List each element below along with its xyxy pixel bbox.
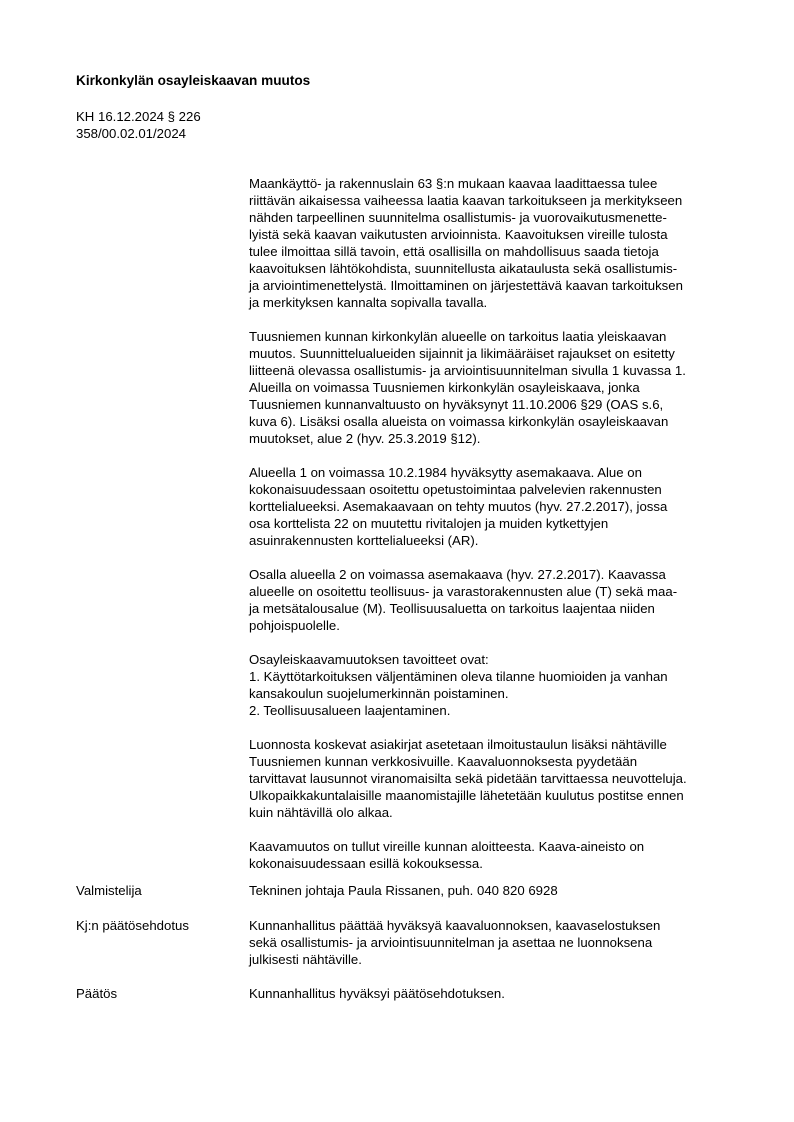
text-line: 2. Teollisuusalueen laajentaminen. xyxy=(249,703,451,718)
meeting-reference xyxy=(76,108,201,142)
case-description xyxy=(249,175,739,889)
text-line: ja arviointimenettelystä. Ilmoittaminen on järjestettävä kaavan tarkoituksen xyxy=(249,278,683,293)
text-line: alueelle on osoitettu teollisuus- ja varastorakennusten alue (T) sekä maa- xyxy=(249,584,678,599)
text-line: muutos. Suunnittelualueiden sijainnit ja likimääräiset rajaukset on esitetty xyxy=(249,346,675,361)
text-line: kuva 6). Lisäksi osalla alueista on voimassa kirkonkylän osayleiskaavan xyxy=(249,414,669,429)
paragraph-public-display xyxy=(249,736,739,821)
paragraph-area-1 xyxy=(249,464,739,549)
text-line: kuin nähtävillä olo alkaa. xyxy=(249,805,393,820)
text-line: sekä osallistumis- ja arviointisuunnitelman ja asettaa ne luonnoksena xyxy=(249,935,653,950)
text-line: Tuusniemen kunnanvaltuusto on hyväksynyt 11.10.2006 §29 (OAS s.6, xyxy=(249,397,664,412)
paragraph-planning-area xyxy=(249,328,739,447)
text-line: ja merkityksen kannalta sopivalla tavalla. xyxy=(249,295,488,310)
text-line: 1. Käyttötarkoituksen väljentäminen oleva tilanne huomioiden ja vanhan xyxy=(249,669,668,684)
record-number: 358/00.02.01/2024 xyxy=(76,126,187,141)
text-line: kokonaisuudessaan esillä kokouksessa. xyxy=(249,856,483,871)
text-line: riittävän aikaisessa vaiheessa laatia kaavan tarkoitukseen ja merkitykseen xyxy=(249,193,683,208)
text-line: kansakoulun suojelumerkinnän poistaminen. xyxy=(249,686,509,701)
text-line: liitteenä olevassa osallistumis- ja arviointisuunnitelman sivulla 1 kuvassa 1. xyxy=(249,363,686,378)
text-line: Alueilla on voimassa Tuusniemen kirkonkylän osayleiskaava, jonka xyxy=(249,380,640,395)
paragraph-area-2 xyxy=(249,566,739,634)
text-line: lyistä sekä kaavan vaikutusten arvioinnista. Kaavoituksen vireille tulosta xyxy=(249,227,668,242)
paragraph-objectives xyxy=(249,651,739,719)
text-line: osa korttelista 22 on muutettu rivitalojen ja muiden kytkettyjen xyxy=(249,516,609,531)
proposal-value xyxy=(249,917,739,968)
meeting-section-number: KH 16.12.2024 § 226 xyxy=(76,109,201,124)
text-line: ja metsätalousalue (M). Teollisuusaluetta on tarkoitus laajentaa niiden xyxy=(249,601,655,616)
text-line: Osayleiskaavamuutoksen tavoitteet ovat: xyxy=(249,652,489,667)
text-line: tarvittavat lausunnot viranomaisilta sekä pidetään tarvittaessa neuvotteluja. xyxy=(249,771,687,786)
paragraph-initiative xyxy=(249,838,739,872)
text-line: Kaavamuutos on tullut vireille kunnan aloitteesta. Kaava-aineisto on xyxy=(249,839,645,854)
text-line: kokonaisuudessaan osoitettu opetustoimintaa palvelevien rakennusten xyxy=(249,482,662,497)
text-line: Kunnanhallitus päättää hyväksyä kaavaluonnoksen, kaavaselostuksen xyxy=(249,918,661,933)
text-line: Osalla alueella 2 on voimassa asemakaava (hyv. 27.2.2017). Kaavassa xyxy=(249,567,666,582)
text-line: asuinrakennusten korttelialueeksi (AR). xyxy=(249,533,479,548)
text-line: Tuusniemen kunnan verkkosivuille. Kaavaluonnoksesta pyydetään xyxy=(249,754,638,769)
text-line: korttelialueeksi. Asemakaavaan on tehty muutos (hyv. 27.2.2017), jossa xyxy=(249,499,668,514)
document-title: Kirkonkylän osayleiskaavan muutos xyxy=(76,73,311,88)
text-line: Maankäyttö- ja rakennuslain 63 §:n mukaan kaavaa laadittaessa tulee xyxy=(249,176,658,191)
text-line: Alueella 1 on voimassa 10.2.1984 hyväksytty asemakaava. Alue on xyxy=(249,465,642,480)
decision-value: Kunnanhallitus hyväksyi päätösehdotuksen. xyxy=(249,986,505,1001)
preparer-value: Tekninen johtaja Paula Rissanen, puh. 040 820 6928 xyxy=(249,883,558,898)
text-line: pohjoispuolelle. xyxy=(249,618,340,633)
text-line: Luonnosta koskevat asiakirjat asetetaan ilmoitustaulun lisäksi nähtäville xyxy=(249,737,667,752)
proposal-label: Kj:n päätösehdotus xyxy=(76,918,189,933)
text-line: julkisesti nähtäville. xyxy=(249,952,362,967)
decision-label: Päätös xyxy=(76,986,118,1001)
preparer-label: Valmistelija xyxy=(76,883,142,898)
text-line: muutokset, alue 2 (hyv. 25.3.2019 §12). xyxy=(249,431,481,446)
text-line: kaavoituksen lähtökohdista, suunnitellusta aikataulusta sekä osallistumis- xyxy=(249,261,678,276)
text-line: nähden tarpeellinen suunnitelma osallistumis- ja vuorovaikutusmenette- xyxy=(249,210,667,225)
paragraph-legal-basis xyxy=(249,175,739,311)
text-line: Ulkopaikkakuntalaisille maanomistajille lähetetään kuulutus postitse ennen xyxy=(249,788,684,803)
text-line: Tuusniemen kunnan kirkonkylän alueelle on tarkoitus laatia yleiskaavan xyxy=(249,329,667,344)
text-line: tulee ilmoittaa sillä tavoin, että osallisilla on mahdollisuus saada tietoja xyxy=(249,244,659,259)
